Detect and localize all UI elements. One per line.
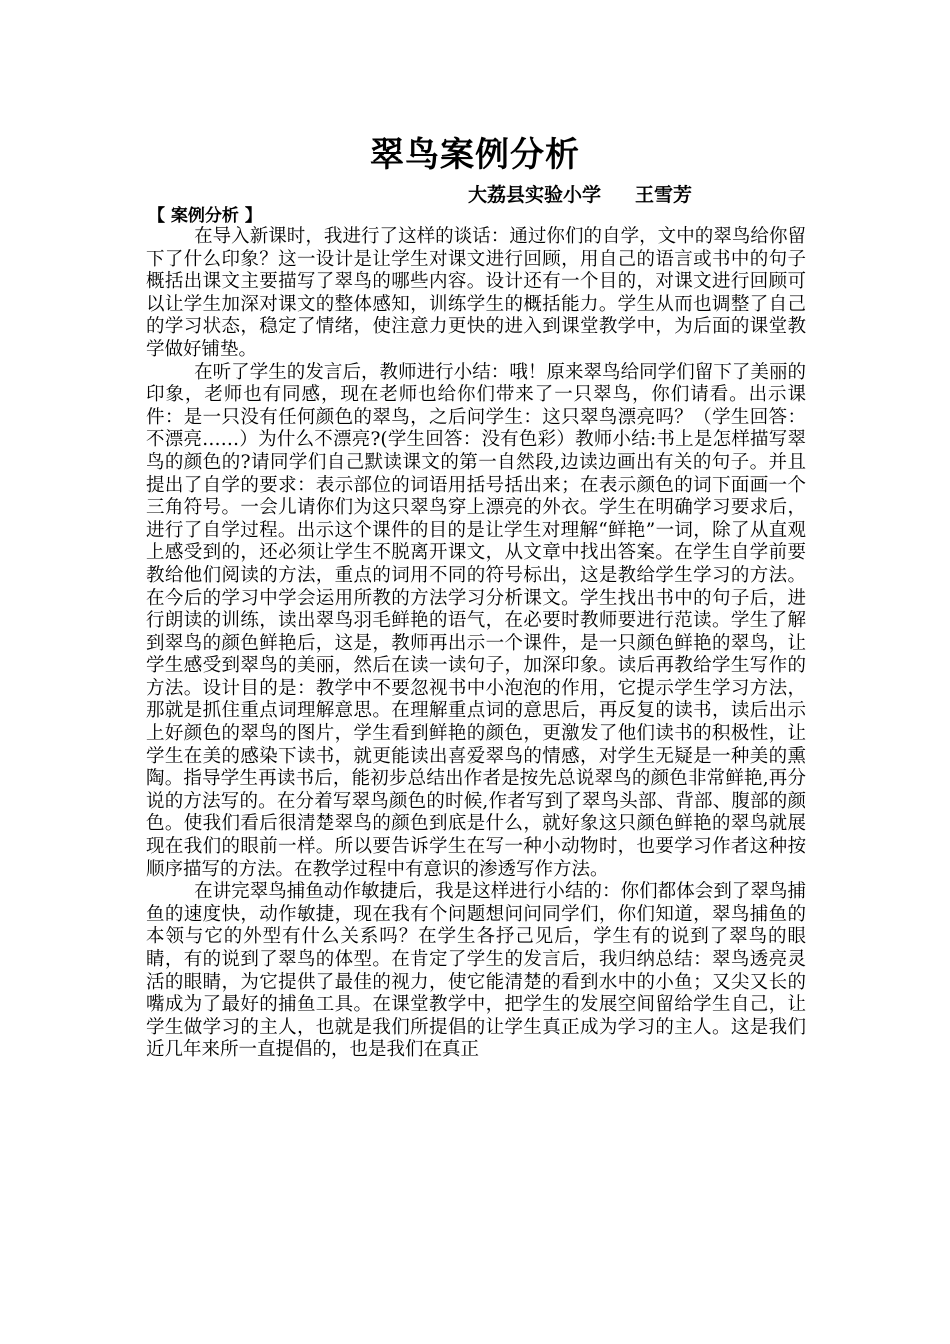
paragraph: 在讲完翠鸟捕鱼动作敏捷后，我是这样进行小结的：你们都体会到了翠鸟捕鱼的速度快，动作敏捷，现在我有个问题想问问同学们，你们知道，翠鸟捕鱼的本领与它的外型有什么关系吗？在学生各抒己见后，学生有的说到了翠鸟的眼睛，有的说到了翠鸟的体型。在肯定了学生的发言后，我归纳总结：翠鸟透亮灵活的眼睛，为它提供了最佳的视力，使它能清楚的看到水中的小鱼；又尖又长的嘴成为了最好的捕鱼工具。在课堂教学中，把学生的发展空间留给学生自己，让学生做学习的主人，也就是我们所提倡的让学生真正成为学习的主人。这是我们近几年来所一直提倡的，也是我们在真正 <box>146 881 806 1061</box>
page-title: 翠鸟案例分析 <box>370 135 580 175</box>
section-heading: 【 案例分析 】 <box>148 206 262 226</box>
author-line <box>468 183 692 207</box>
paragraph: 在导入新课时，我进行了这样的谈话：通过你们的自学，文中的翠鸟给你留下了什么印象？这一设计是让学生对课文进行回顾，用自己的语言或书中的句子概括出课文主要描写了翠鸟的哪些内容。设计还有一个目的，对课文进行回顾可以让学生加深对课文的整体感知，训练学生的概括能力。学生从而也调整了自己的学习状态，稳定了情绪，使注意力更快的进入到课堂教学中，为后面的课堂教学做好铺垫。 <box>146 226 806 360</box>
author-school: 大荔县实验小学 <box>468 184 602 206</box>
author-name: 王雪芳 <box>635 184 693 206</box>
paragraph: 在听了学生的发言后，教师进行小结：哦！原来翠鸟给同学们留下了美丽的印象，老师也有同感，现在老师也给你们带来了一只翠鸟，你们请看。出示课件：是一只没有任何颜色的翠鸟，之后问学生：这只翠鸟漂亮吗？（学生回答：不漂亮……）为什么不漂亮?(学生回答：没有色彩）教师小结:书上是怎样描写翠鸟的颜色的?请同学们自己默读课文的第一自然段,边读边画出有关的句子。并且提出了自学的要求：表示部位的词语用括号括出来；在表示颜色的词下面画一个三角符号。一会儿请你们为这只翠鸟穿上漂亮的外衣。学生在明确学习要求后，进行了自学过程。出示这个课件的目的是让学生对理解“鲜艳”一词，除了从直观上感受到的，还必须让学生不脱离开课文，从文章中找出答案。在学生自学前要教给他们阅读的方法，重点的词用不同的符号标出，这是教给学生学习的方法。在今后的学习中学会运用所教的方法学习分析课文。学生找出书中的句子后，进行朗读的训练，读出翠鸟羽毛鲜艳的语气，在必要时教师要进行范读。学生了解到翠鸟的颜色鲜艳后，这是，教师再出示一个课件，是一只颜色鲜艳的翠鸟，让学生感受到翠鸟的美丽，然后在读一读句子，加深印象。读后再教给学生写作的方法。设计目的是：教学中不要忽视书中小泡泡的作用，它提示学生学习方法，那就是抓住重点词理解意思。在理解重点词的意思后，再反复的读书，读后出示上好颜色的翠鸟的图片，学生看到鲜艳的颜色，更激发了他们读书的积极性，让学生在美的感染下读书，就更能读出喜爱翠鸟的情感，对学生无疑是一种美的熏陶。指导学生再读书后，能初步总结出作者是按先总说翠鸟的颜色非常鲜艳,再分说的方法写的。在分着写翠鸟颜色的时候,作者写到了翠鸟头部、背部、腹部的颜色。使我们看后很清楚翠鸟的颜色到底是什么，就好象这只颜色鲜艳的翠鸟就展现在我们的眼前一样。所以要告诉学生在写一种小动物时，也要学习作者这种按顺序描写的方法。在教学过程中有意识的渗透写作方法。 <box>146 361 806 880</box>
body-text <box>146 226 806 1062</box>
